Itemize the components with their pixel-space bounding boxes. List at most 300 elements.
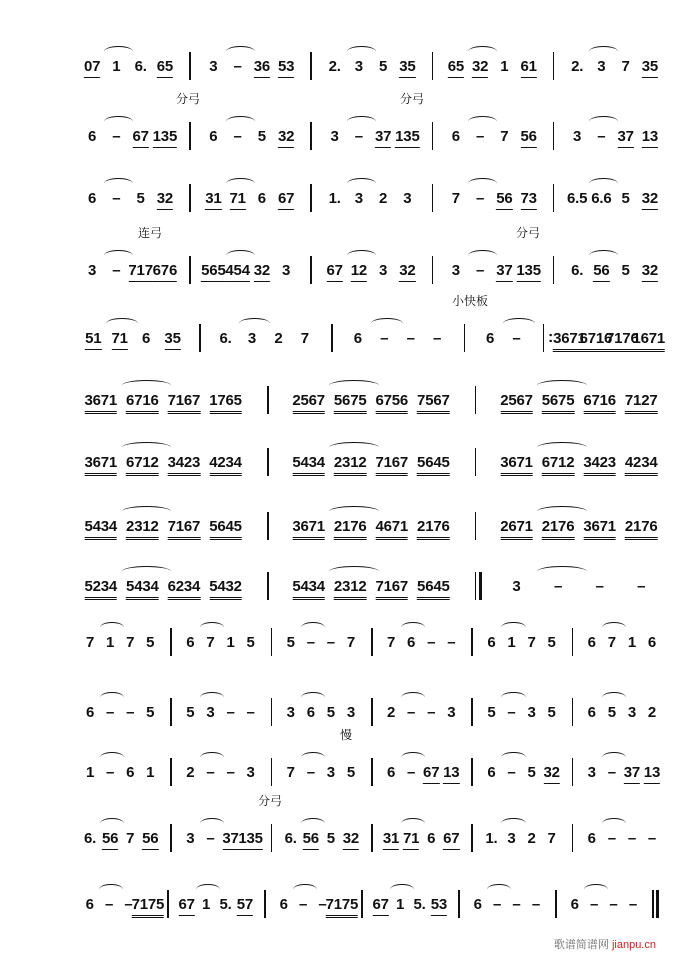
dash-extension: – bbox=[512, 896, 521, 913]
note-group: 5 bbox=[146, 634, 155, 651]
note-group: 7567 bbox=[417, 392, 450, 414]
barline bbox=[267, 448, 269, 476]
note-group: 5434 bbox=[126, 578, 159, 600]
note-group: 3 bbox=[627, 704, 636, 721]
note-group: 5434 bbox=[292, 454, 325, 476]
note-group: 57 bbox=[237, 896, 253, 916]
note-group: 3 bbox=[186, 830, 195, 847]
barline bbox=[432, 256, 434, 284]
note-group: 3671 bbox=[84, 392, 117, 414]
dash-extension: – bbox=[354, 128, 363, 145]
note-group: 65 bbox=[157, 58, 173, 78]
note-group: 6 bbox=[386, 764, 396, 781]
barline bbox=[553, 184, 555, 212]
note-group: 5675 bbox=[542, 392, 575, 414]
barline bbox=[371, 698, 373, 726]
dash-extension: – bbox=[607, 830, 616, 847]
barline bbox=[310, 256, 312, 284]
barline bbox=[189, 184, 191, 212]
note-group: 67 bbox=[443, 830, 459, 850]
dash-extension: – bbox=[493, 896, 502, 913]
score-row bbox=[0, 414, 686, 484]
slur-arc bbox=[501, 818, 525, 829]
note-group: 56 bbox=[593, 262, 609, 282]
note-group: 6 bbox=[487, 764, 496, 781]
note-group: 2312 bbox=[126, 518, 159, 540]
slur-arc bbox=[122, 566, 172, 577]
slur-arc bbox=[100, 622, 124, 633]
note-group: 3 bbox=[512, 578, 521, 595]
dash-extension: – bbox=[647, 830, 657, 847]
slur-arc bbox=[301, 752, 325, 763]
barline bbox=[371, 628, 373, 656]
note-group: 2 bbox=[274, 330, 283, 347]
slur-arc bbox=[329, 380, 379, 391]
dash-extension: – bbox=[124, 896, 133, 913]
slur-arc bbox=[501, 752, 525, 763]
note-group: 71 bbox=[112, 330, 128, 350]
score-row bbox=[0, 290, 686, 360]
slur-arc bbox=[200, 752, 224, 763]
note-group: 7167 bbox=[168, 392, 201, 414]
dash-extension: – bbox=[246, 704, 255, 721]
slur-arc bbox=[537, 506, 587, 517]
slur-arc bbox=[200, 818, 224, 829]
barline bbox=[471, 824, 473, 852]
note-group: 5 bbox=[379, 58, 388, 75]
barline bbox=[170, 628, 172, 656]
note-group: 36 bbox=[254, 58, 270, 78]
slur-arc bbox=[122, 380, 172, 391]
note-group: 6 bbox=[570, 896, 579, 913]
note-group: 717 bbox=[128, 262, 152, 282]
barline bbox=[553, 256, 555, 284]
note-group: 2567 bbox=[292, 392, 325, 414]
dash-extension: – bbox=[233, 58, 242, 75]
note-group: 3671 bbox=[500, 454, 533, 476]
note-group: 2176 bbox=[625, 518, 658, 540]
note-group: 135 bbox=[238, 830, 262, 850]
slur-arc bbox=[196, 884, 219, 895]
note-group: 1 bbox=[146, 764, 155, 781]
note-group: 6 bbox=[587, 634, 596, 651]
slur-arc bbox=[239, 318, 271, 329]
note-group: 6 bbox=[186, 634, 195, 651]
note-group: 5 bbox=[527, 764, 536, 781]
dash-extension: – bbox=[326, 634, 335, 651]
slur-arc bbox=[503, 318, 535, 329]
bowing-label: 慢 bbox=[339, 728, 353, 742]
note-group: 454 bbox=[225, 262, 249, 282]
bowing-label: 连弓 bbox=[137, 226, 163, 240]
note-group: 56 bbox=[303, 830, 319, 850]
note-group: 37 bbox=[375, 128, 391, 148]
barline bbox=[170, 698, 172, 726]
note-group: 5 bbox=[326, 704, 335, 721]
note-group: 3 bbox=[354, 190, 363, 207]
note-group: 4234 bbox=[625, 454, 658, 476]
slur-arc bbox=[501, 692, 525, 703]
note-group: 56 bbox=[520, 128, 536, 148]
dash-extension: – bbox=[407, 764, 416, 781]
slur-arc bbox=[347, 250, 376, 261]
barline bbox=[170, 758, 172, 786]
note-group: 4671 bbox=[375, 518, 408, 540]
note-group: 6 bbox=[427, 830, 436, 847]
barline bbox=[475, 448, 477, 476]
slur-arc bbox=[226, 46, 255, 57]
slur-arc bbox=[468, 46, 497, 57]
slur-arc bbox=[347, 178, 376, 189]
barline bbox=[471, 628, 473, 656]
note-group: 7 bbox=[126, 634, 135, 651]
slur-arc bbox=[602, 752, 626, 763]
dash-extension: – bbox=[433, 330, 442, 347]
note-group: 7 bbox=[547, 830, 556, 847]
barline bbox=[555, 890, 557, 918]
note-group: 32 bbox=[278, 128, 294, 148]
barline bbox=[310, 122, 312, 150]
note-group: 5. bbox=[413, 896, 426, 913]
note-group: 1 bbox=[507, 634, 516, 651]
slur-arc bbox=[468, 178, 497, 189]
note-group: 6 bbox=[142, 330, 151, 347]
score-row bbox=[0, 88, 686, 158]
slur-arc bbox=[122, 506, 172, 517]
note-group: 3 bbox=[447, 704, 456, 721]
slur-arc bbox=[329, 566, 379, 577]
dash-extension: – bbox=[106, 764, 115, 781]
barline bbox=[371, 824, 373, 852]
dash-extension: – bbox=[609, 896, 618, 913]
note-group: 7167 bbox=[168, 518, 201, 540]
note-group: 135 bbox=[395, 128, 419, 148]
note-group: 2176 bbox=[334, 518, 367, 540]
note-group: 32 bbox=[642, 262, 658, 282]
note-group: 6 bbox=[85, 704, 95, 721]
slur-arc bbox=[401, 622, 425, 633]
note-group: 1671 bbox=[632, 330, 665, 352]
note-group: 7 bbox=[527, 634, 536, 651]
note-group: 32 bbox=[399, 262, 415, 282]
note-group: 5645 bbox=[417, 578, 450, 600]
dash-extension: – bbox=[553, 578, 563, 595]
slur-arc bbox=[371, 318, 403, 329]
note-group: 6 bbox=[587, 704, 596, 721]
note-group: 3423 bbox=[168, 454, 201, 476]
note-group: 67 bbox=[278, 190, 294, 210]
slur-arc bbox=[100, 818, 124, 829]
dash-extension: – bbox=[126, 704, 135, 721]
note-group: 35 bbox=[164, 330, 180, 350]
barline bbox=[543, 324, 545, 352]
dash-extension: – bbox=[595, 578, 604, 595]
note-group: 56 bbox=[496, 190, 512, 210]
score-row bbox=[0, 150, 686, 220]
slur-arc bbox=[602, 622, 626, 633]
slur-arc bbox=[401, 692, 425, 703]
slur-arc bbox=[226, 116, 255, 127]
note-group: 7167 bbox=[375, 454, 408, 476]
note-group: 12 bbox=[351, 262, 367, 282]
bowing-label: 分弓 bbox=[515, 226, 541, 240]
note-group: 6. bbox=[571, 262, 584, 279]
note-group: 676 bbox=[153, 262, 177, 282]
note-group: 7127 bbox=[625, 392, 658, 414]
note-group: 2. bbox=[328, 58, 341, 75]
dash-extension: – bbox=[112, 128, 121, 145]
dash-extension: – bbox=[407, 704, 416, 721]
note-group: 5. bbox=[219, 896, 232, 913]
note-group: 53 bbox=[278, 58, 294, 78]
barline bbox=[331, 324, 333, 352]
note-group: 7 bbox=[126, 830, 135, 847]
note-group: 6234 bbox=[168, 578, 201, 600]
slur-arc bbox=[293, 884, 316, 895]
note-group: 51 bbox=[85, 330, 101, 350]
dash-extension: – bbox=[447, 634, 456, 651]
note-group: 3 bbox=[206, 704, 215, 721]
slur-arc bbox=[106, 318, 138, 329]
slur-arc bbox=[584, 884, 607, 895]
barline bbox=[189, 52, 191, 80]
bowing-label: 分弓 bbox=[257, 794, 283, 808]
dash-extension: – bbox=[507, 764, 516, 781]
slur-arc bbox=[347, 46, 376, 57]
note-group: 1. bbox=[485, 830, 498, 847]
note-group: 67 bbox=[423, 764, 439, 784]
note-group: 32 bbox=[254, 262, 270, 282]
note-group: 7 bbox=[206, 634, 215, 651]
barline bbox=[464, 324, 466, 352]
note-group: 3 bbox=[451, 262, 460, 279]
slur-arc bbox=[501, 622, 525, 633]
dash-extension: – bbox=[299, 896, 308, 913]
note-group: 6 bbox=[587, 830, 596, 847]
slur-arc bbox=[589, 46, 618, 57]
note-group: 6 bbox=[451, 128, 460, 145]
slur-arc bbox=[122, 442, 172, 453]
bowing-label: 分弓 bbox=[399, 92, 425, 106]
barline bbox=[432, 122, 434, 150]
note-group: 1 bbox=[500, 58, 509, 75]
barline bbox=[371, 758, 373, 786]
slur-arc bbox=[104, 250, 133, 261]
note-group: 53 bbox=[431, 896, 447, 916]
dash-extension: – bbox=[106, 704, 115, 721]
barline bbox=[572, 824, 574, 852]
dash-extension: – bbox=[306, 634, 315, 651]
slur-arc bbox=[390, 884, 413, 895]
slur-arc bbox=[589, 250, 618, 261]
note-group: 3 bbox=[330, 128, 339, 145]
note-group: 6. bbox=[284, 830, 297, 847]
note-group: 5645 bbox=[209, 518, 242, 540]
barline bbox=[553, 52, 555, 80]
note-group: 71 bbox=[403, 830, 419, 850]
barline bbox=[553, 122, 555, 150]
barline bbox=[475, 512, 477, 540]
barline bbox=[310, 184, 312, 212]
note-group: 7 bbox=[607, 634, 616, 651]
note-group: 3671 bbox=[292, 518, 325, 540]
note-group: 5432 bbox=[209, 578, 242, 600]
watermark-site-name: 歌谱简谱网 bbox=[553, 939, 609, 951]
slur-arc bbox=[589, 116, 618, 127]
note-group: 3 bbox=[587, 764, 596, 781]
barline bbox=[170, 824, 172, 852]
slur-arc bbox=[468, 116, 497, 127]
slur-arc bbox=[468, 250, 497, 261]
slur-arc bbox=[487, 884, 510, 895]
note-group: 71 bbox=[229, 190, 245, 210]
note-group: 65 bbox=[448, 58, 464, 78]
note-group: 7 bbox=[85, 634, 95, 651]
note-group: 5 bbox=[547, 704, 556, 721]
note-group: 5 bbox=[621, 190, 630, 207]
note-group: 3 bbox=[282, 262, 291, 279]
note-group: 1 bbox=[396, 896, 405, 913]
note-group: 3 bbox=[88, 262, 97, 279]
note-group: 6 bbox=[126, 764, 135, 781]
dash-extension: – bbox=[233, 128, 242, 145]
note-group: 13 bbox=[642, 128, 658, 148]
note-group: 6 bbox=[353, 330, 362, 347]
dash-extension: – bbox=[206, 764, 215, 781]
slur-arc bbox=[347, 116, 376, 127]
note-group: 1 bbox=[202, 896, 211, 913]
note-group: 1 bbox=[226, 634, 235, 651]
note-group: 2671 bbox=[500, 518, 533, 540]
note-group: 3 bbox=[286, 704, 295, 721]
note-group: 6756 bbox=[375, 392, 408, 414]
slur-arc bbox=[537, 566, 587, 577]
note-group: 67 bbox=[373, 896, 389, 916]
slur-arc bbox=[401, 818, 425, 829]
barline bbox=[189, 256, 191, 284]
note-group: 67 bbox=[132, 128, 148, 148]
note-group: 3 bbox=[403, 190, 412, 207]
barline bbox=[572, 628, 574, 656]
slur-arc bbox=[104, 116, 133, 127]
note-group: 2 bbox=[379, 190, 388, 207]
dash-extension: – bbox=[306, 764, 315, 781]
note-group: 6 bbox=[88, 128, 97, 145]
note-group: 5 bbox=[257, 128, 266, 145]
note-group: 2. bbox=[571, 58, 584, 75]
bowing-label: 分弓 bbox=[175, 92, 201, 106]
slur-arc bbox=[104, 178, 133, 189]
dash-extension: – bbox=[206, 830, 215, 847]
note-group: 13 bbox=[644, 764, 660, 784]
note-group: 6.5 bbox=[566, 190, 588, 207]
slur-arc bbox=[301, 622, 325, 633]
note-group: 67 bbox=[326, 262, 342, 282]
note-group: 6712 bbox=[126, 454, 159, 476]
note-group: 7 bbox=[386, 634, 396, 651]
note-group: 1 bbox=[106, 634, 115, 651]
note-group: 35 bbox=[399, 58, 415, 78]
note-group: 2176 bbox=[417, 518, 450, 540]
note-group: 6 bbox=[279, 896, 288, 913]
slur-arc bbox=[226, 178, 255, 189]
dash-extension: – bbox=[476, 262, 485, 279]
note-group: 2567 bbox=[500, 392, 533, 414]
score-row bbox=[0, 594, 686, 664]
barline bbox=[310, 52, 312, 80]
note-group: 6 bbox=[85, 896, 94, 913]
barline bbox=[271, 628, 273, 656]
score-row bbox=[0, 856, 686, 926]
barline bbox=[267, 512, 269, 540]
barline bbox=[267, 386, 269, 414]
score-row bbox=[0, 790, 686, 860]
dash-extension: – bbox=[627, 830, 636, 847]
note-group: 3671 bbox=[84, 454, 117, 476]
bowing-label: 小快板 bbox=[451, 294, 489, 308]
slur-arc bbox=[99, 884, 122, 895]
note-group: 6 bbox=[257, 190, 266, 207]
dash-extension: – bbox=[318, 896, 327, 913]
note-group: 32 bbox=[157, 190, 173, 210]
slur-arc bbox=[200, 692, 224, 703]
note-group: 3 bbox=[247, 330, 257, 347]
dash-extension: – bbox=[112, 190, 121, 207]
watermark-site-url: jianpu.cn bbox=[611, 939, 656, 951]
dash-extension: – bbox=[637, 578, 646, 595]
score-row bbox=[0, 18, 686, 88]
note-group: 5434 bbox=[84, 518, 117, 540]
note-group: 3 bbox=[379, 262, 388, 279]
note-group: 6 bbox=[485, 330, 495, 347]
note-group: 2 bbox=[186, 764, 195, 781]
note-group: 6. bbox=[134, 58, 147, 75]
note-group: 61 bbox=[520, 58, 536, 78]
note-group: 135 bbox=[516, 262, 540, 282]
note-group: 37 bbox=[624, 764, 640, 784]
barline bbox=[471, 758, 473, 786]
dash-extension: – bbox=[476, 128, 485, 145]
note-group: 1. bbox=[328, 190, 341, 207]
note-group: 565 bbox=[201, 262, 225, 282]
barline bbox=[167, 890, 169, 918]
note-group: 6712 bbox=[542, 454, 575, 476]
note-group: 32 bbox=[472, 58, 488, 78]
slur-arc bbox=[329, 442, 379, 453]
note-group: 31 bbox=[383, 830, 399, 850]
barline bbox=[189, 122, 191, 150]
dash-extension: – bbox=[427, 704, 436, 721]
dash-extension: – bbox=[512, 330, 521, 347]
note-group: 2312 bbox=[334, 578, 367, 600]
note-group: 3671 bbox=[583, 518, 616, 540]
dash-extension: – bbox=[590, 896, 599, 913]
note-group: 7167 bbox=[375, 578, 408, 600]
note-group: 5 bbox=[246, 634, 255, 651]
barline bbox=[199, 324, 201, 352]
slur-arc bbox=[537, 442, 587, 453]
note-group: 37 bbox=[496, 262, 512, 282]
note-group: 7 bbox=[621, 58, 630, 75]
note-group: 07 bbox=[84, 58, 100, 78]
note-group: 6.6 bbox=[591, 190, 612, 207]
note-group: 6716 bbox=[583, 392, 616, 414]
note-group: 2 bbox=[647, 704, 657, 721]
note-group: 6 bbox=[487, 634, 496, 651]
barline bbox=[572, 758, 574, 786]
slur-arc bbox=[104, 46, 133, 57]
slur-arc bbox=[401, 752, 425, 763]
